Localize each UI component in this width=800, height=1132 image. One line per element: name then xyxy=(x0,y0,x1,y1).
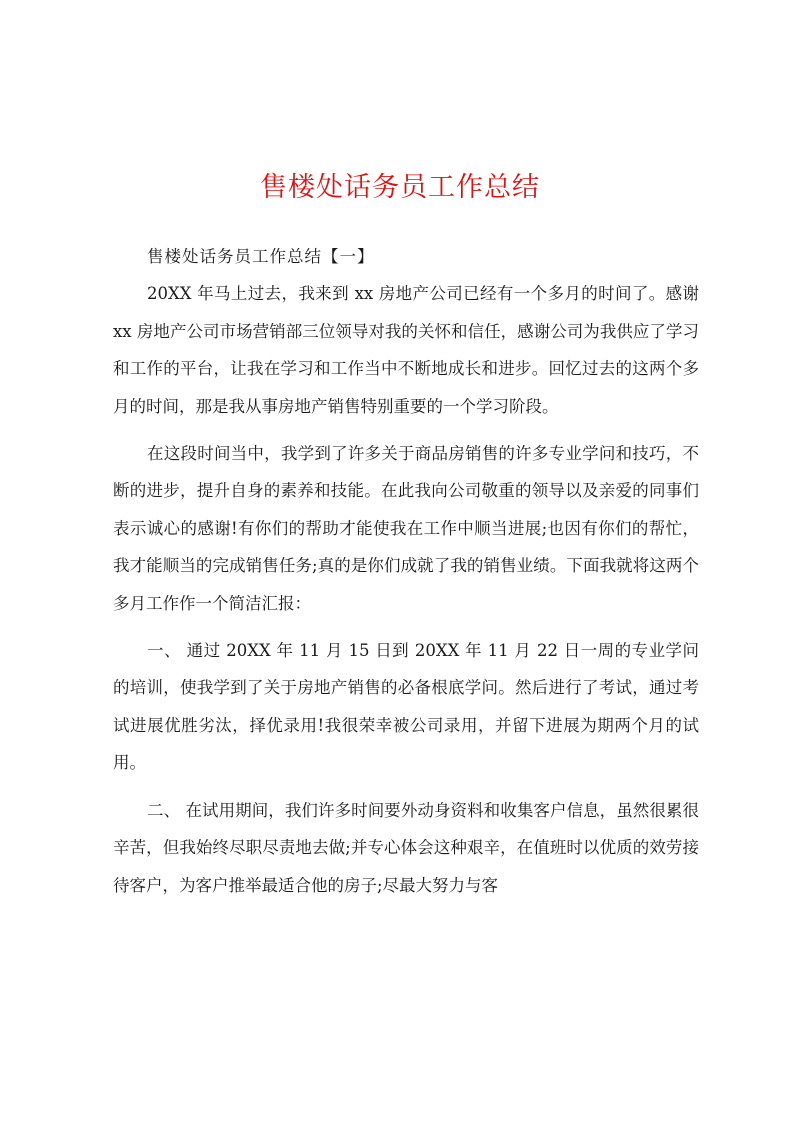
paragraph-intro: 20XX 年马上过去，我来到 xx 房地产公司已经有一个多月的时间了。感谢 xx 房地产公司市场营销部三位领导对我的关怀和信任，感谢公司为我供应了学习和工作的平台，让我在学习和工作当中不断地成长和进步。回忆过去的这两个多月的时间，那是我从事房地产销售特别重要的一个学习阶段。 xyxy=(113,284,699,416)
document-body xyxy=(113,238,699,904)
paragraph-item-two: 二、 在试用期间，我们许多时间要外动身资料和收集客户信息，虽然很累很辛苦，但我始终尽职尽责地去做;并专心体会这种艰辛，在值班时以优质的效劳接待客户，为客户推举最适合他的房子;尽最大努力与客 xyxy=(113,800,699,895)
section-heading: 售楼处话务员工作总结【一】 xyxy=(147,247,375,266)
paragraph-item-one: 一、 通过 20XX 年 11 月 15 日到 20XX 年 11 月 22 日一周的专业学问的培训，使我学到了关于房地产销售的必备根底学问。然后进行了考试，通过考试进展优胜劣汰，择优录用!我很荣幸被公司录用，并留下进展为期两个月的试用。 xyxy=(113,641,699,773)
document-title: 售楼处话务员工作总结 xyxy=(260,172,540,203)
paragraph-thanks: 在这段时间当中，我学到了许多关于商品房销售的许多专业学问和技巧，不断的进步，提升自身的素养和技能。在此我向公司敬重的领导以及亲爱的同事们表示诚心的感谢!有你们的帮助才能使我在工作中顺当进展;也因有你们的帮忙，我才能顺当的完成销售任务;真的是你们成就了我的销售业绩。下面我就将这两个多月工作作一个简洁汇报： xyxy=(113,444,699,613)
